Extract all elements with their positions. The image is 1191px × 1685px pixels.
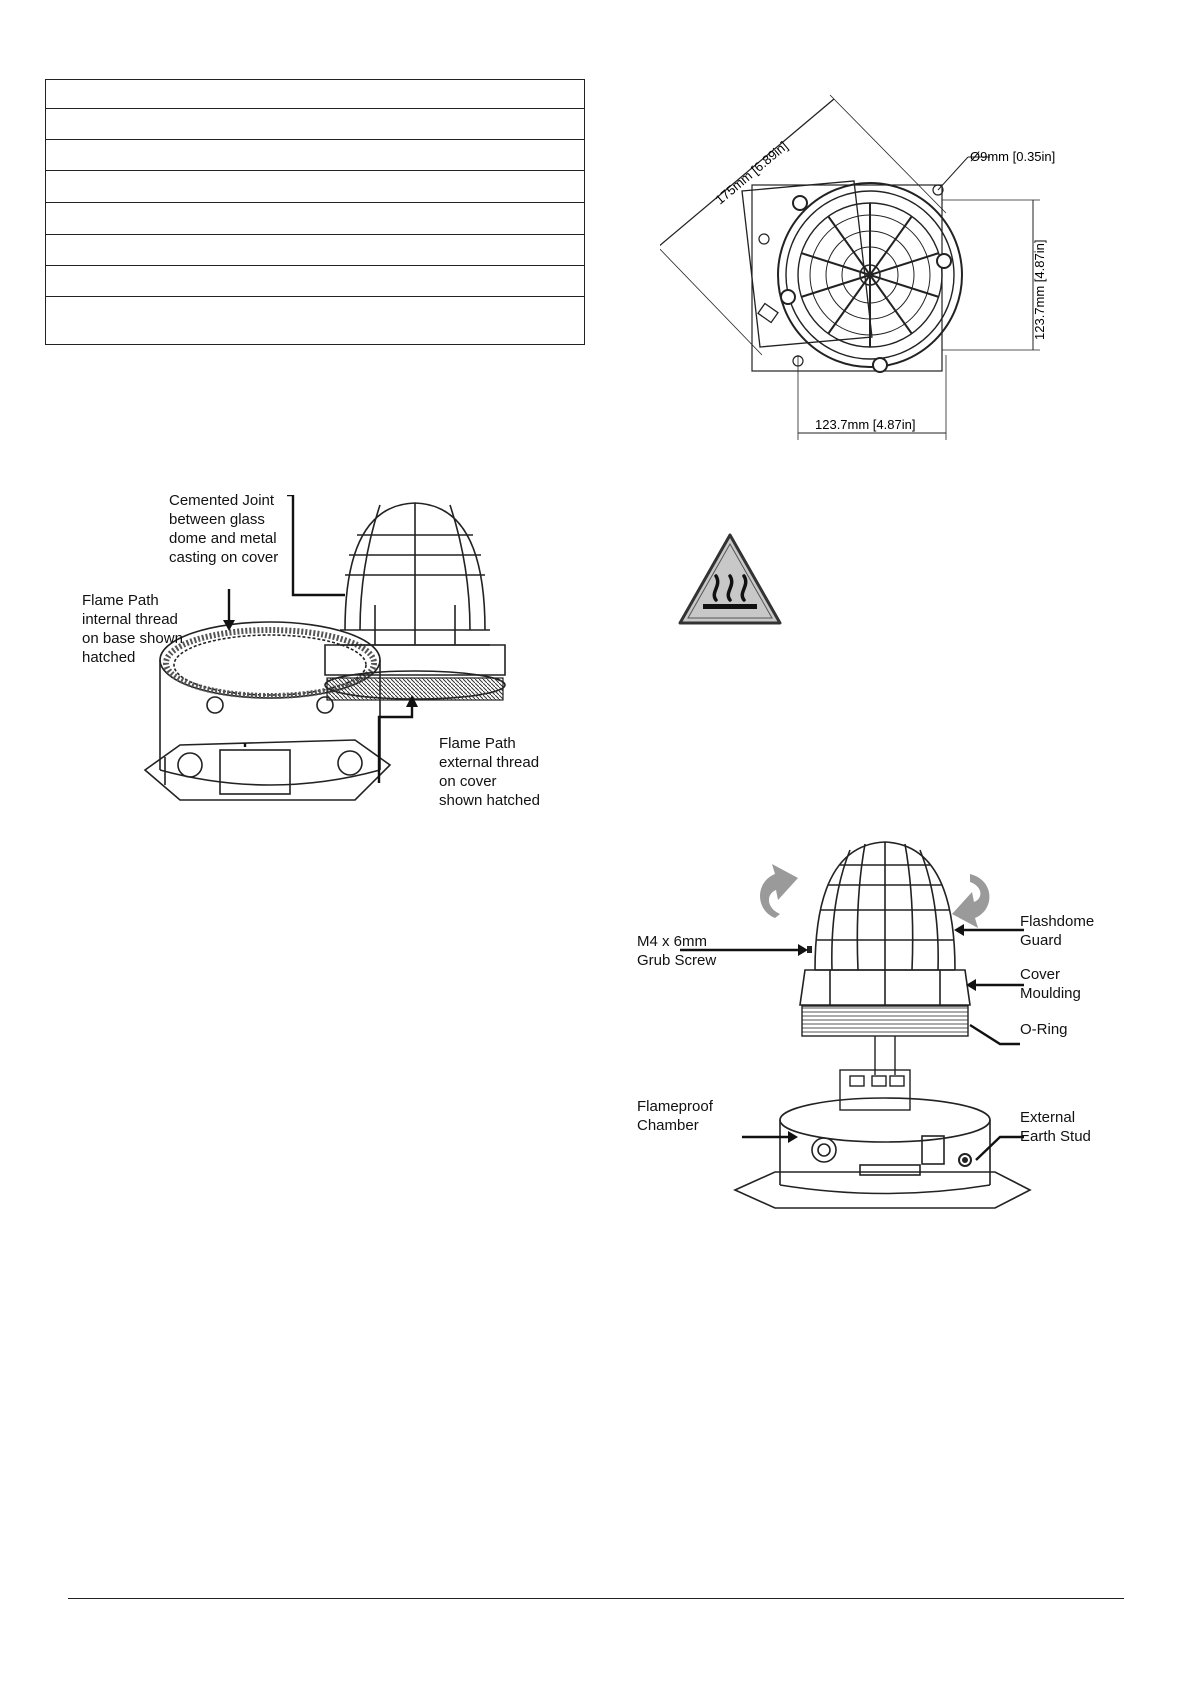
- o-ring-label: O-Ring: [1020, 1021, 1068, 1038]
- width-dimension-label: 123.7mm [4.87in]: [815, 417, 916, 432]
- rotation-arrow-right-icon: [952, 874, 989, 928]
- rotation-arrow-left-icon: [760, 864, 798, 918]
- table-row: [46, 140, 585, 171]
- diagonal-dimension-label: 175mm [6.89in]: [712, 138, 791, 208]
- flashdome-guard-label: Flashdome Guard: [1020, 913, 1095, 949]
- table-row: [46, 297, 585, 345]
- table-row: [46, 235, 585, 266]
- specification-table: [45, 79, 585, 345]
- hole-dimension-label: Ø9mm [0.35in]: [970, 149, 1056, 164]
- footer-rule: [68, 1598, 1124, 1599]
- dimension-drawing: [660, 85, 1100, 445]
- external-thread-label: Flame Path external thread on cover shown hatched: [439, 735, 540, 809]
- cover-moulding-label: Cover Moulding: [1020, 966, 1081, 1002]
- grub-screw-label: M4 x 6mm Grub Screw: [637, 933, 717, 969]
- table-row: [46, 80, 585, 109]
- internal-thread-label: Flame Path internal thread on base shown hatched: [82, 592, 183, 666]
- table-row: [46, 109, 585, 140]
- cover-illustration: [325, 503, 505, 699]
- table-row: [46, 171, 585, 203]
- height-dimension-label: 123.7mm [4.87in]: [1032, 239, 1047, 340]
- flameproof-chamber-label: Flameproof Chamber: [637, 1098, 713, 1134]
- earth-stud-label: External Earth Stud: [1020, 1109, 1091, 1145]
- cemented-joint-label: Cemented Joint between glass dome and metal casting on cover: [169, 492, 279, 566]
- table-row: [46, 203, 585, 235]
- table-row: [46, 266, 585, 297]
- hot-surface-warning-icon: [675, 530, 785, 630]
